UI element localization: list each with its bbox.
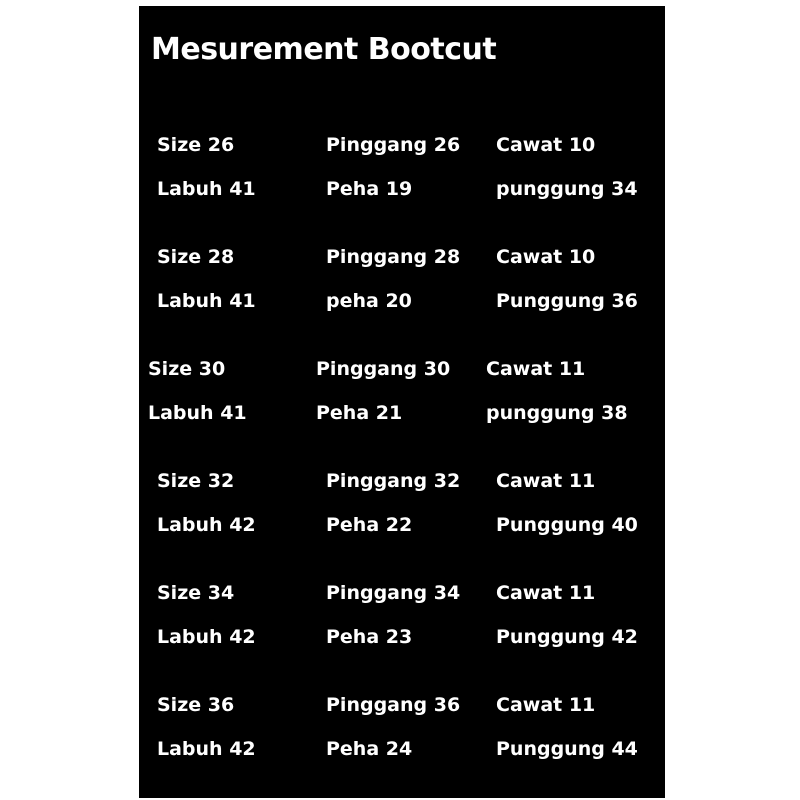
cawat-label: Cawat 10 — [496, 134, 596, 156]
labuh-label: Labuh 41 — [148, 402, 247, 424]
labuh-label: Labuh 42 — [157, 514, 256, 536]
pinggang-label: Pinggang 28 — [326, 246, 461, 268]
size-block-34 — [139, 581, 665, 651]
labuh-label: Labuh 42 — [157, 626, 256, 648]
size-label: Size 28 — [157, 246, 235, 268]
size-label: Size 30 — [148, 358, 226, 380]
labuh-label: Labuh 41 — [157, 290, 256, 312]
peha-label: Peha 21 — [316, 402, 403, 424]
pinggang-label: Pinggang 32 — [326, 470, 461, 492]
size-label: Size 36 — [157, 694, 235, 716]
cawat-label: Cawat 11 — [496, 470, 596, 492]
punggung-label: Punggung 42 — [496, 626, 638, 648]
punggung-label: punggung 34 — [496, 178, 638, 200]
size-label: Size 26 — [157, 134, 235, 156]
cawat-label: Cawat 11 — [486, 358, 586, 380]
punggung-label: Punggung 44 — [496, 738, 638, 760]
size-block-30 — [139, 357, 665, 427]
pinggang-label: Pinggang 34 — [326, 582, 461, 604]
size-block-36 — [139, 693, 665, 763]
cawat-label: Cawat 10 — [496, 246, 596, 268]
peha-label: Peha 24 — [326, 738, 413, 760]
page-title: Mesurement Bootcut — [151, 32, 497, 67]
punggung-label: Punggung 36 — [496, 290, 638, 312]
peha-label: Peha 19 — [326, 178, 413, 200]
size-block-26 — [139, 133, 665, 203]
labuh-label: Labuh 41 — [157, 178, 256, 200]
cawat-label: Cawat 11 — [496, 694, 596, 716]
size-block-28 — [139, 245, 665, 315]
size-label: Size 32 — [157, 470, 235, 492]
peha-label: Peha 23 — [326, 626, 413, 648]
pinggang-label: Pinggang 30 — [316, 358, 451, 380]
pinggang-label: Pinggang 36 — [326, 694, 461, 716]
cawat-label: Cawat 11 — [496, 582, 596, 604]
punggung-label: Punggung 40 — [496, 514, 638, 536]
punggung-label: punggung 38 — [486, 402, 628, 424]
measurement-card — [139, 6, 665, 798]
labuh-label: Labuh 42 — [157, 738, 256, 760]
size-block-32 — [139, 469, 665, 539]
peha-label: peha 20 — [326, 290, 412, 312]
peha-label: Peha 22 — [326, 514, 413, 536]
pinggang-label: Pinggang 26 — [326, 134, 461, 156]
size-label: Size 34 — [157, 582, 235, 604]
